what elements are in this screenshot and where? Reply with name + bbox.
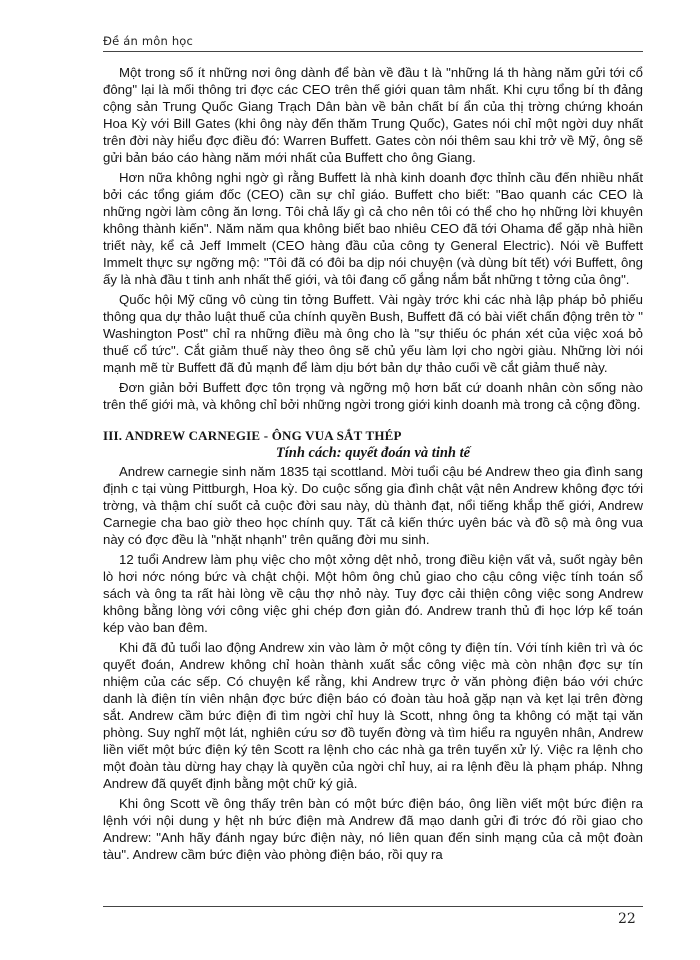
header-divider <box>103 51 643 52</box>
body-paragraph: Khi đã đủ tuổi lao động Andrew xin vào làm ở một công ty điện tín. Với tính kiên trì và óc quyết đoán, Andrew không chỉ hoàn thành xuất sắc công việc mà còn nhận đợc sự tín nhiệm của các sếp. Có chuyện kể rằng, khi Andrew trực ở văn phòng điện báo với chức danh là điện tín viên nhận đợc bức điện báo có đoàn tàu hoả gặp nạn và kẹt lại trên đờng sắt. Andrew cầm bức điện đi tìm ngời chỉ huy là Scott, nhng ông ta không có mặt tại văn phòng. Suy nghĩ một lát, nghiên cứu sơ đồ tuyến đờng và tìm hiểu ra nguyên nhân, Andrew liền viết một bức điện ký tên Scott ra lệnh cho các nhà ga trên tuyến xử lý. Việc ra lệnh cho một đoàn tàu dừng hay chạy là quyền của ngời chỉ huy, ai ra lệnh đều là phạm pháp. Nhng Andrew đã quyết định bằng một chữ ký giả. <box>103 640 643 791</box>
page-header: Đề án môn học <box>103 34 194 48</box>
page-number: 22 <box>618 911 636 927</box>
document-body <box>103 64 643 866</box>
body-paragraph: Khi ông Scott về ông thấy trên bàn có một bức điện báo, ông liền viết một bức điện ra lệnh với nội dung y hệt nh bức điện mà Andrew đã mạo danh gửi đi trớc đó rồi giao cho Andrew: "Anh hãy đánh ngay bức điện này, nó liên quan đến sinh mạng của cả một đoàn tàu". Andrew cầm bức điện vào phòng điện báo, rồi quy ra <box>103 796 643 862</box>
body-paragraph: 12 tuổi Andrew làm phụ việc cho một xởng dệt nhỏ, trong điều kiện vất vả, suốt ngày bên lò hơi nớc nóng bức và chật chội. Một hôm ông chủ giao cho cậu công việc tính toán sổ sách và ông ta rất hài lòng về cậu thợ nhỏ này. Tuy đợc cải thiện công việc song Andrew không bằng lòng với công việc ghi chép đơn giản đó. Andrew tranh thủ đi học lớp kế toán kép vào ban đêm. <box>103 552 643 635</box>
section-heading: III. ANDREW CARNEGIE - ÔNG VUA SẮT THÉP <box>103 428 402 443</box>
section-subheading: Tính cách: quyết đoán và tinh tế <box>275 445 471 461</box>
body-paragraph: Hơn nữa không nghi ngờ gì rằng Buffett là nhà kinh doanh đợc thỉnh cầu đến nhiều nhất bởi các tổng giám đốc (CEO) cần sự chỉ giáo. Buffett cho biết: "Bao quanh các CEO là những ngời làm công ăn lơng. Tôi chả lấy gì cả cho nên tôi có thể cho họ những lời khuyên không thành kiến". Năm năm qua không biết bao nhiêu CEO đã tới Ohama để gặp nhà hiền triết này, kể cả Jeff Immelt (CEO hàng đầu của công ty General Electric). Nói về Buffett Immelt thực sự ngỡng mộ: "Tôi đã có đôi ba dịp nói chuyện (và dùng bít tết) với Buffett, ông ấy là nhà đầu t tinh anh nhất thế giới, và tôi đang cố gắng nắm bắt những t tởng của ông". <box>103 170 643 287</box>
body-paragraph: Andrew carnegie sinh năm 1835 tại scottland. Mời tuổi cậu bé Andrew theo gia đình sang định c tại vùng Pittburgh, Hoa kỳ. Do cuộc sống gia đình chật vật nên Andrew không đợc tới trờng, và thậm chí suốt cả cuộc đời sau này, dù thành đạt, nổi tiếng khắp thế giới, Andrew Carnegie cha bao giờ theo học chính quy. Tất cả kiến thức uyên bác và đồ sộ mà ông vua này có đợc đều là "nhặt nhạnh" trên quãng đời mu sinh. <box>103 464 643 547</box>
body-paragraph: Một trong số ít những nơi ông dành để bàn về đầu t là "những lá th hàng năm gửi tới cổ đông" lại là mối thông tri đợc các CEO trên thế giới quan tâm nhất. Khi cựu tổng bí th đảng cộng sản Trung Quốc Giang Trạch Dân bàn về bản chất bí ẩn của thị trờng chứng khoán Hoa Kỳ với Bill Gates (khi ông này đến thăm Trung Quốc), Gates nói chỉ một ngời duy nhất trên đời này hiểu đợc điều đó: Warren Buffett. Gates còn nói thêm sau khi trở về Mỹ, ông sẽ gửi bản báo cáo hàng năm mới nhất của Buffett cho ông Giang. <box>103 65 643 165</box>
body-paragraph: Đơn giản bởi Buffett đợc tôn trọng và ngỡng mộ hơn bất cứ doanh nhân còn sống nào trên thế giới mà, và không chỉ bởi những ngời trong giới kinh doanh mà trong cả cộng đồng. <box>103 380 643 412</box>
body-paragraph: Quốc hội Mỹ cũng vô cùng tin tởng Buffett. Vài ngày trớc khi các nhà lập pháp bỏ phiếu thông qua dự thảo luật thuế của chính quyền Bush, Buffett đã có bài viết chấn động trên tờ " Washington Post" chỉ ra những điều mà ông cho là "sự thiếu óc phán xét của việc xoá bỏ thuế cổ tức". Cắt giảm thuế này theo ông sẽ chủ yếu làm lợi cho ngời giàu. Những lời nói mạnh mẽ từ Buffett đã đủ mạnh để làm dịu bớt bản dự thảo cuối về cắt giảm thuế này. <box>103 292 643 375</box>
footer-divider <box>103 906 643 907</box>
